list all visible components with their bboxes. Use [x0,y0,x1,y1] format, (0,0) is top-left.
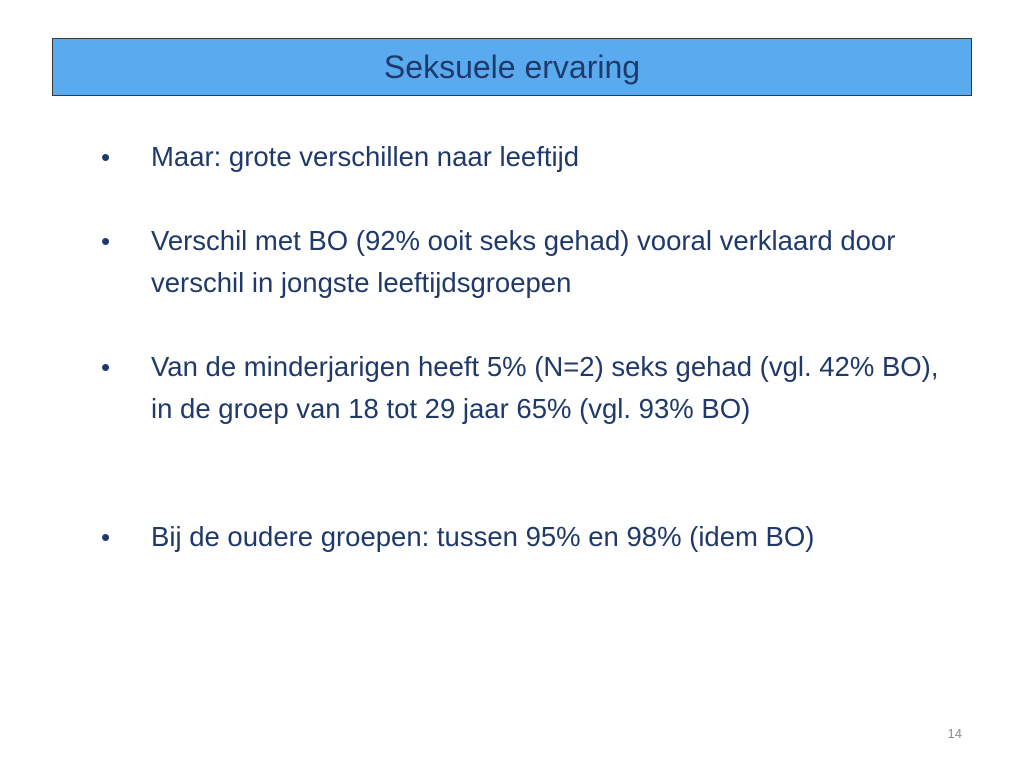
bullet-text-2: Verschil met BO (92% ooit seks gehad) vooral verklaard door verschil in jongste leeftijdsgroepen [151,225,896,298]
bullet-icon: • [101,142,111,172]
bullet-text-4: Bij de oudere groepen: tussen 95% en 98% (idem BO) [151,521,815,552]
slide-title: Seksuele ervaring [383,49,641,85]
bullet-item-2 [95,220,955,304]
bullet-text-3: Van de minderjarigen heeft 5% (N=2) seks gehad (vgl. 42% BO), in de groep van 18 tot 29 jaar 65% (vgl. 93% BO) [151,351,939,424]
bullet-item-3 [95,346,955,430]
bullet-item-1 [95,136,955,178]
bullet-item-4 [95,516,955,558]
page-number: 14 [947,726,962,741]
bullet-icon: • [101,226,111,256]
bullet-icon: • [101,352,111,382]
bullet-text-1: Maar: grote verschillen naar leeftijd [151,141,579,172]
bullet-icon: • [101,522,111,552]
